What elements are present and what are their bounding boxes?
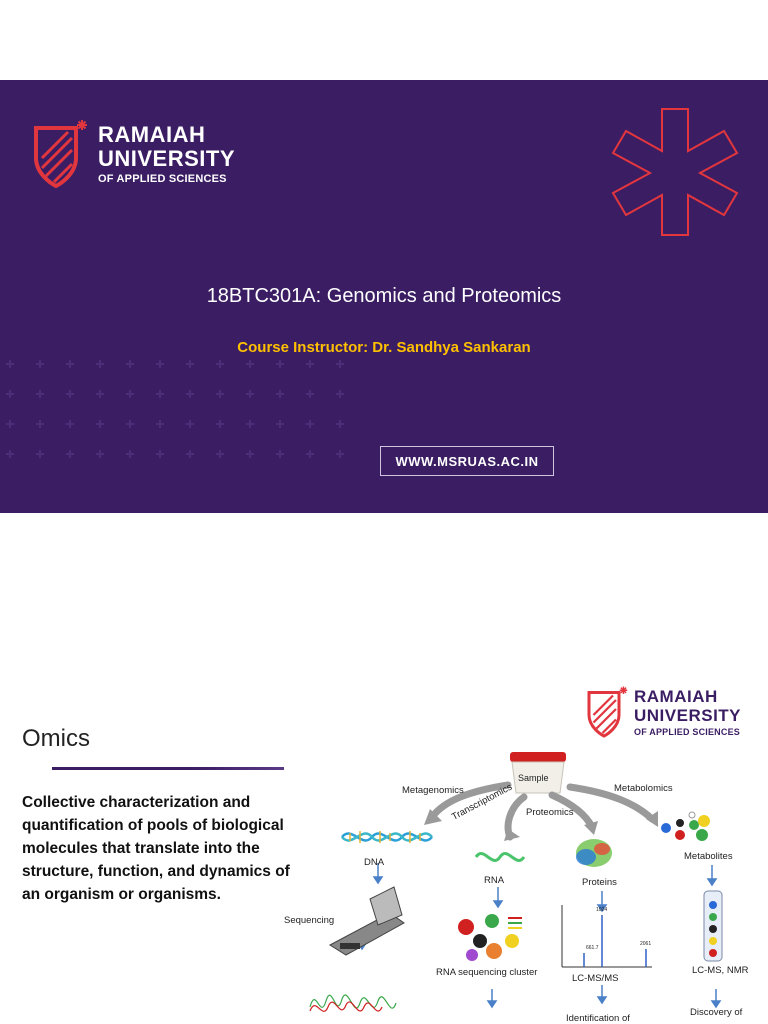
logo-line-3: OF APPLIED SCIENCES <box>634 726 740 737</box>
omics-diagram-graphics <box>280 745 768 1024</box>
mass-spectrum-icon <box>562 905 652 967</box>
metagenomics-label: Metagenomics <box>402 785 464 796</box>
logo-line-3: OF APPLIED SCIENCES <box>98 172 227 185</box>
omics-definition: Collective characterization and quantification of pools of biological molecules that translate into the structure, function, and dynamics of an organism or organisms. <box>22 794 290 903</box>
university-logo <box>32 118 235 190</box>
slide-title: Omics <box>22 725 90 752</box>
rna-strand-icon <box>476 854 524 861</box>
sample-label: Sample <box>518 773 549 783</box>
metabolomics-label: Metabolomics <box>614 783 673 794</box>
sequencer-device-icon <box>330 887 404 955</box>
peak-label: 2061 <box>640 941 652 947</box>
discovery-label: Discovery of <box>690 1007 743 1018</box>
metabolite-dots-icon <box>661 812 710 841</box>
down-arrows <box>358 863 720 1007</box>
metabolites-label: Metabolites <box>684 851 733 862</box>
asterisk-decoration-icon <box>610 105 740 240</box>
peak-label: 661.7 <box>586 945 599 951</box>
logo-emblem-icon <box>32 118 88 190</box>
star-pattern-decoration <box>0 360 360 480</box>
course-instructor: Course Instructor: Dr. Sandhya Sankaran <box>237 339 531 356</box>
university-logo-small <box>586 685 741 739</box>
sequencing-label: Sequencing <box>284 915 335 926</box>
logo-line-2: UNIVERSITY <box>634 705 742 725</box>
logo-emblem-icon <box>586 685 628 739</box>
identification-label: Identification of <box>566 1013 630 1024</box>
proteins-label: Proteins <box>582 877 617 888</box>
lc-column-icon <box>704 891 722 961</box>
title-slide <box>0 80 768 513</box>
logo-line-2: UNIVERSITY <box>98 145 236 171</box>
website-url[interactable]: WWW.MSRUAS.AC.IN <box>380 446 554 476</box>
title-underline <box>52 767 284 770</box>
course-title: 18BTC301A: Genomics and Proteomics <box>206 285 562 307</box>
rna-cluster-label: RNA sequencing cluster <box>436 967 538 978</box>
rna-label: RNA <box>484 875 505 886</box>
proteomics-label: Proteomics <box>526 807 574 818</box>
rna-cluster-heatmap-icon <box>458 914 522 961</box>
transcriptomics-label: Transcriptomics <box>450 781 515 823</box>
omics-slide <box>0 675 768 1024</box>
lcmsms-label: LC-MS/MS <box>572 973 619 984</box>
protein-structure-icon <box>576 839 612 867</box>
dna-helix-icon <box>342 831 432 843</box>
peak-label: 1024 <box>596 907 608 913</box>
logo-line-1: RAMAIAH <box>634 686 718 706</box>
dna-label: DNA <box>364 857 385 868</box>
sequencing-trace-icon <box>310 995 396 1008</box>
lcms-nmr-label: LC-MS, NMR <box>692 965 749 976</box>
omics-diagram <box>280 745 768 1024</box>
logo-line-1: RAMAIAH <box>98 121 206 147</box>
